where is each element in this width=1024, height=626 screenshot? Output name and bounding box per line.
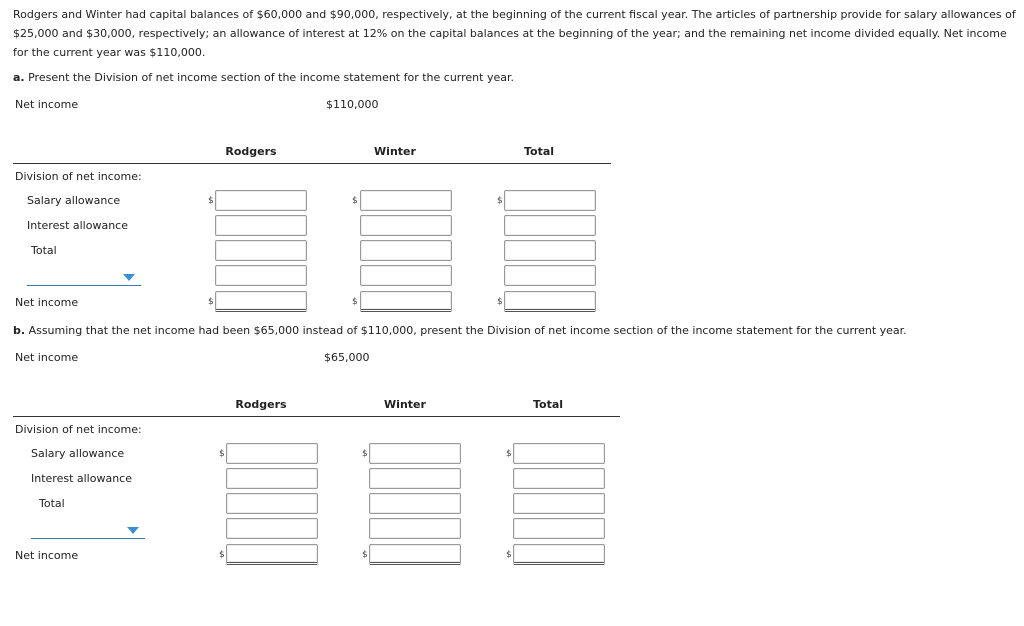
part-a-instruction [13, 71, 514, 84]
part-b-net-income-label: Net income [15, 351, 79, 364]
part-a-winter-net-income-input[interactable] [360, 291, 452, 312]
part-a-row-salary-label: Salary allowance [27, 194, 121, 207]
part-b-rodgers-net-income-input[interactable] [226, 544, 318, 565]
dollar-sign: $ [497, 297, 503, 307]
part-a-total-interest-input[interactable] [504, 215, 596, 236]
part-b-col-rodgers: Rodgers [235, 398, 287, 411]
part-a-row-total-label: Total [31, 244, 57, 257]
dollar-sign: $ [208, 196, 214, 206]
part-a-section-label: Division of net income: [15, 170, 142, 183]
part-b-total-salary-input[interactable] [513, 443, 605, 464]
dollar-sign: $ [506, 550, 512, 560]
part-b-letter: b. [13, 324, 26, 337]
part-a-winter-remaining-input[interactable] [360, 265, 452, 286]
part-b-total-total-input[interactable] [513, 493, 605, 514]
part-a-net-income-label: Net income [15, 98, 79, 111]
part-a-winter-total-input[interactable] [360, 240, 452, 261]
chevron-down-icon[interactable] [127, 527, 139, 534]
part-a-rodgers-remaining-input[interactable] [215, 265, 307, 286]
part-b-total-net-income-input[interactable] [513, 544, 605, 565]
part-b-section-label: Division of net income: [15, 423, 142, 436]
part-b-row-interest-label: Interest allowance [31, 472, 132, 485]
part-b-rodgers-remaining-input[interactable] [226, 518, 318, 539]
part-b-rodgers-interest-input[interactable] [226, 468, 318, 489]
part-a-col-rodgers: Rodgers [225, 145, 277, 158]
part-a-col-total: Total [523, 145, 555, 158]
part-a-winter-salary-input[interactable] [360, 190, 452, 211]
part-b-row-salary-label: Salary allowance [31, 447, 125, 460]
part-b-row-total-label: Total [39, 497, 65, 510]
dollar-sign: $ [506, 449, 512, 459]
part-b-rodgers-total-input[interactable] [226, 493, 318, 514]
part-b-header-rule [13, 416, 620, 417]
part-a-total-remaining-input[interactable] [504, 265, 596, 286]
part-b-winter-total-input[interactable] [369, 493, 461, 514]
part-b-winter-remaining-input[interactable] [369, 518, 461, 539]
part-a-remaining-dropdown[interactable] [27, 270, 141, 286]
part-b-rodgers-salary-input[interactable] [226, 443, 318, 464]
part-b-total-remaining-input[interactable] [513, 518, 605, 539]
part-a-final-net-income-label: Net income [15, 296, 79, 309]
problem-statement: Rodgers and Winter had capital balances of $60,000 and $90,000, respectively, at the beginning of the current fiscal year. The articles of partnership provide for salary allowances of $25,000 and $30,000, respectively; an allowance of interest at 12% on the capital balances at the beginning of the year; and the remaining net income divided equally. Net income for the current year was $110,000. [13, 8, 1016, 59]
dollar-sign: $ [208, 297, 214, 307]
part-b-winter-net-income-input[interactable] [369, 544, 461, 565]
part-a-total-total-input[interactable] [504, 240, 596, 261]
part-b-winter-interest-input[interactable] [369, 468, 461, 489]
part-a-rodgers-salary-input[interactable] [215, 190, 307, 211]
part-b-net-income-value: $65,000 [324, 351, 370, 364]
dollar-sign: $ [352, 196, 358, 206]
part-b-col-winter: Winter [384, 398, 426, 411]
part-a-total-salary-input[interactable] [504, 190, 596, 211]
part-b-instruction [13, 324, 907, 337]
dollar-sign: $ [219, 550, 225, 560]
part-a-letter: a. [13, 71, 25, 84]
chevron-down-icon[interactable] [123, 274, 135, 281]
dollar-sign: $ [352, 297, 358, 307]
part-b-winter-salary-input[interactable] [369, 443, 461, 464]
part-a-row-interest-label: Interest allowance [27, 219, 128, 232]
part-a-total-net-income-input[interactable] [504, 291, 596, 312]
part-b-instruction-text: Assuming that the net income had been $65,000 instead of $110,000, present the Division of net income section of the income statement for the current year. [28, 324, 907, 337]
dollar-sign: $ [362, 449, 368, 459]
part-b-total-interest-input[interactable] [513, 468, 605, 489]
part-b-final-net-income-label: Net income [15, 549, 79, 562]
part-b-col-total: Total [532, 398, 564, 411]
dollar-sign: $ [497, 196, 503, 206]
part-a-col-winter: Winter [374, 145, 416, 158]
part-a-rodgers-net-income-input[interactable] [215, 291, 307, 312]
part-a-instruction-text: Present the Division of net income section of the income statement for the current year. [28, 71, 514, 84]
part-a-winter-interest-input[interactable] [360, 215, 452, 236]
part-b-remaining-dropdown[interactable] [31, 523, 145, 539]
dollar-sign: $ [362, 550, 368, 560]
part-a-header-rule [13, 163, 611, 164]
part-a-rodgers-interest-input[interactable] [215, 215, 307, 236]
dollar-sign: $ [219, 449, 225, 459]
part-a-rodgers-total-input[interactable] [215, 240, 307, 261]
part-a-net-income-value: $110,000 [326, 98, 379, 111]
